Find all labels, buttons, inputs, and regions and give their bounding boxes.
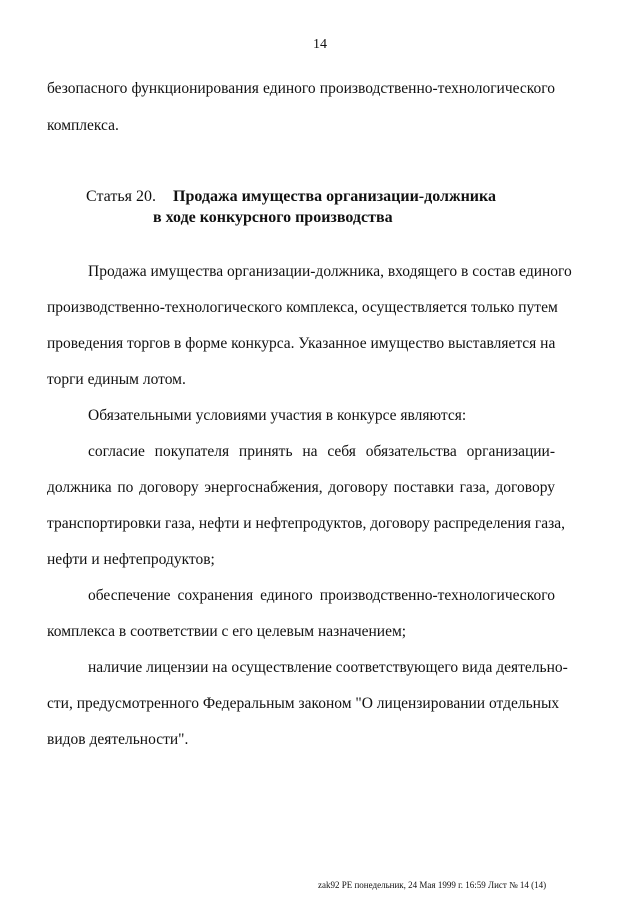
paragraph-1-line-3: проведения торгов в форме конкурса. Указанное имущество выставляется на	[47, 335, 556, 352]
article-title-line-2: в ходе конкурсного производства	[153, 209, 393, 226]
paragraph-3-line-3: транспортировки газа, нефти и нефтепродуктов, договору распределения газа,	[47, 515, 566, 532]
paragraph-5-line-3: видов деятельности".	[47, 731, 189, 748]
paragraph-1-line-1: Продажа имущества организации-должника, входящего в состав единого	[88, 263, 572, 280]
paragraph-4-line-2: комплекса в соответствии с его целевым назначением;	[47, 623, 407, 640]
paragraph-1-line-4: торги единым лотом.	[47, 371, 186, 388]
continuation-line-2: комплекса.	[47, 117, 119, 134]
article-title-line-1: Продажа имущества организации-должника	[173, 188, 496, 205]
paragraph-4-line-1: обеспечение сохранения единого производственно-технологического	[88, 587, 555, 604]
article-number: Статья 20.	[86, 188, 156, 205]
paragraph-1-line-2: производственно-технологического комплекса, осуществляется только путем	[47, 299, 558, 316]
paragraph-2-line-1: Обязательными условиями участия в конкурсе являются:	[88, 407, 467, 424]
paragraph-3-line-1: согласие покупателя принять на себя обязательства организации-	[88, 443, 555, 460]
paragraph-3-line-4: нефти и нефтепродуктов;	[47, 551, 215, 568]
paragraph-5-line-2: сти, предусмотренного Федеральным законом "О лицензировании отдельных	[47, 695, 560, 712]
paragraph-3-line-2: должника по договору энергоснабжения, договору поставки газа, договору	[47, 479, 555, 496]
paragraph-5-line-1: наличие лицензии на осуществление соответствующего вида деятельно-	[88, 659, 568, 676]
continuation-line-1: безопасного функционирования единого производственно-технологического	[47, 80, 555, 97]
page-footer: zak92 PE понедельник, 24 Мая 1999 г. 16:59 Лист № 14 (14)	[318, 880, 547, 890]
page-number: 14	[313, 37, 327, 52]
